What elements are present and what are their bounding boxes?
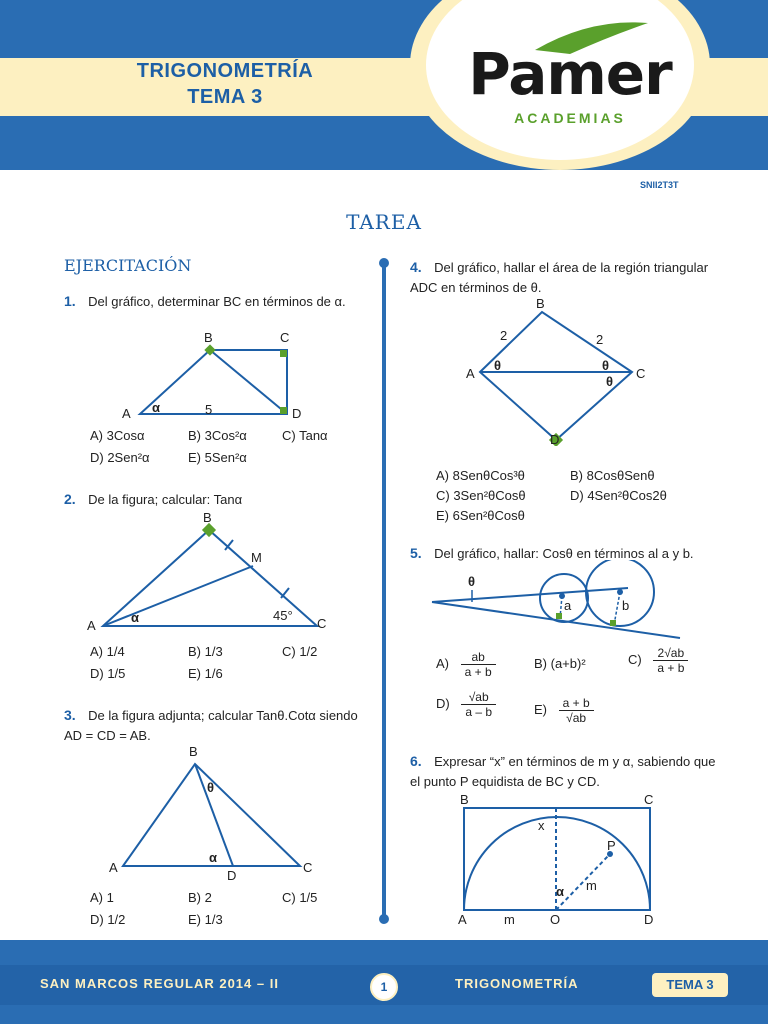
- label-A: A: [122, 406, 131, 421]
- label-alpha: α: [556, 884, 564, 899]
- label-theta-c1: θ: [602, 358, 610, 373]
- question-number: 2.: [64, 491, 76, 507]
- question-4: [410, 258, 710, 298]
- logo: Pamer: [468, 40, 672, 108]
- footer-theme-badge: TEMA 3: [652, 973, 728, 997]
- q1-option-c: C) Tanα: [282, 428, 328, 443]
- label-C: C: [280, 330, 290, 345]
- q5-option-e: E) $\frac{a + b}{√ab}$: [534, 696, 594, 725]
- label-A: A: [458, 912, 467, 927]
- label-D: D: [292, 406, 302, 421]
- label-side-AB: 2: [500, 328, 508, 343]
- q1-option-d: D) 2Sen²α: [90, 450, 150, 465]
- q5-option-d: D) $\frac{√ab}{a - b}$: [436, 690, 496, 719]
- label-alpha: α: [209, 850, 217, 865]
- label-theta-c2: θ: [606, 374, 614, 389]
- title-theme: TEMA 3: [187, 86, 263, 108]
- label-m-radius: m: [586, 878, 597, 893]
- label-a: a: [564, 598, 572, 613]
- label-C: C: [636, 366, 646, 381]
- question-6: [410, 752, 720, 792]
- q2-option-d: D) 1/5: [90, 666, 126, 681]
- column-divider: [382, 262, 386, 922]
- question-number: 3.: [64, 707, 76, 723]
- label-D: D: [644, 912, 654, 927]
- question-number: 1.: [64, 293, 76, 309]
- question-3: [64, 706, 364, 746]
- label-theta: θ: [468, 574, 476, 589]
- label-x: x: [538, 818, 545, 833]
- figure-q3: [105, 744, 325, 884]
- q5-option-a: A) $\frac{ab}{a + b}$: [436, 650, 496, 679]
- page-title: TAREA: [346, 210, 422, 234]
- q3-option-d: D) 1/2: [90, 912, 126, 927]
- label-theta-a: θ: [494, 358, 502, 373]
- q4-option-a: A) 8SenθCos³θ: [436, 468, 525, 483]
- label-A: A: [109, 860, 118, 875]
- question-number: 4.: [410, 259, 422, 275]
- title-subject: TRIGONOMETRÍA: [136, 60, 314, 82]
- question-text: Del gráfico, determinar BC en términos de α.: [88, 294, 346, 309]
- q3-option-c: C) 1/5: [282, 890, 318, 905]
- label-P: P: [607, 838, 616, 853]
- q3-option-b: B) 2: [188, 890, 212, 905]
- q4-option-c: C) 3Sen²θCosθ: [436, 488, 526, 503]
- label-angle: 45°: [273, 608, 293, 623]
- question-text: Del gráfico, hallar el área de la región triangular ADC en términos de θ.: [410, 260, 709, 295]
- label-C: C: [303, 860, 313, 875]
- logo-subtitle: ACADEMIAS: [514, 110, 626, 126]
- q1-option-e: E) 5Sen²α: [188, 450, 247, 465]
- header-title: [100, 58, 350, 110]
- label-side: 5: [205, 402, 213, 417]
- label-M: M: [251, 550, 262, 565]
- question-2: [64, 490, 364, 510]
- label-D: D: [227, 868, 237, 883]
- label-B: B: [204, 330, 213, 345]
- figure-q1: [110, 330, 320, 425]
- label-C: C: [317, 616, 327, 631]
- question-text: De la figura adjunta; calcular Tanθ.Cotα siendo AD = CD = AB.: [64, 708, 358, 743]
- document-code: SNII2T3T: [640, 180, 679, 190]
- label-b: b: [622, 598, 630, 613]
- label-A: A: [87, 618, 96, 633]
- q4-option-d: D) 4Sen²θCos2θ: [570, 488, 667, 503]
- q1-option-b: B) 3Cos²α: [188, 428, 247, 443]
- q3-option-a: A) 1: [90, 890, 114, 905]
- label-B: B: [203, 510, 212, 525]
- label-A: A: [466, 366, 475, 381]
- q2-option-a: A) 1/4: [90, 644, 125, 659]
- label-B: B: [460, 792, 469, 807]
- figure-q2: [85, 510, 345, 635]
- q5-option-b: B) (a+b)²: [534, 656, 586, 671]
- divider-top-dot: [379, 258, 389, 268]
- label-alpha: α: [131, 610, 139, 625]
- figure-q4: [460, 296, 660, 446]
- q5-option-c: C) $\frac{2√ab}{a + b}$: [628, 646, 688, 675]
- label-O: O: [550, 912, 561, 927]
- question-text: De la figura; calcular: Tanα: [88, 492, 243, 507]
- question-text: Expresar “x” en términos de m y α, sabiendo que el punto P equidista de BC y CD.: [410, 754, 716, 789]
- footer-subject: TRIGONOMETRÍA: [455, 976, 579, 991]
- q2-option-e: E) 1/6: [188, 666, 223, 681]
- divider-bottom-dot: [379, 914, 389, 924]
- label-C: C: [644, 792, 654, 807]
- page-number: 1: [370, 973, 398, 1001]
- footer-course: SAN MARCOS REGULAR 2014 – II: [40, 976, 279, 991]
- label-theta: θ: [207, 780, 215, 795]
- q4-option-b: B) 8CosθSenθ: [570, 468, 655, 483]
- figure-q5: [428, 560, 688, 642]
- label-m-base: m: [504, 912, 515, 927]
- label-B: B: [536, 296, 545, 311]
- q3-option-e: E) 1/3: [188, 912, 223, 927]
- label-alpha: α: [152, 400, 160, 415]
- q2-option-c: C) 1/2: [282, 644, 318, 659]
- label-B: B: [189, 744, 198, 759]
- question-number: 5.: [410, 545, 422, 561]
- question-text: Del gráfico, hallar: Cosθ en términos al a y b.: [434, 546, 694, 561]
- question-number: 6.: [410, 753, 422, 769]
- figure-q6: [452, 792, 662, 932]
- question-1: [64, 292, 364, 312]
- label-side-BC: 2: [596, 332, 604, 347]
- section-title: EJERCITACIÓN: [64, 256, 192, 275]
- label-D: D: [550, 432, 560, 446]
- q2-option-b: B) 1/3: [188, 644, 223, 659]
- q1-option-a: A) 3Cosα: [90, 428, 145, 443]
- q4-option-e: E) 6Sen²θCosθ: [436, 508, 525, 523]
